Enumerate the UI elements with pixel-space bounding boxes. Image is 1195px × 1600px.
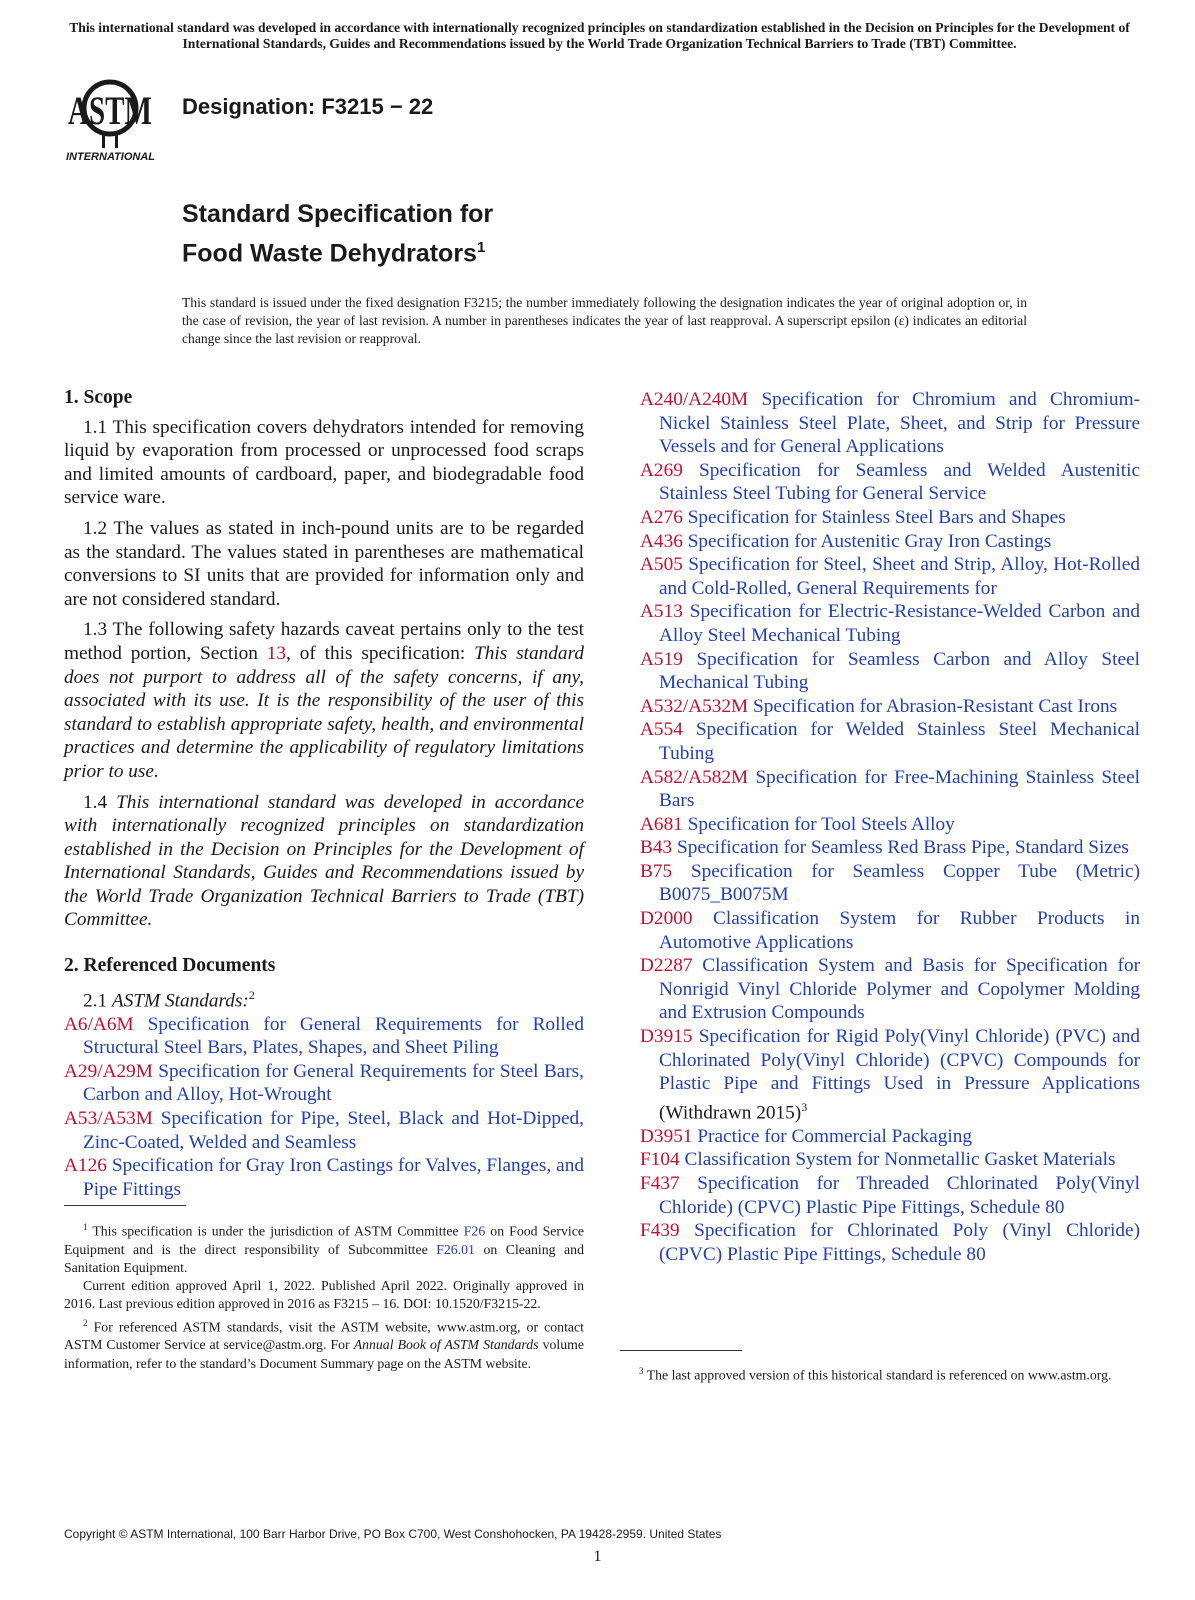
reference-title-link[interactable]: Classification System and Basis for Specification for Nonrigid Vinyl Chloride Polymer and Copolymer Molding and Extrusion Compounds (659, 955, 1141, 1024)
reference-item (640, 1125, 1140, 1149)
reference-code-link[interactable]: A6/A6M (64, 1013, 134, 1035)
subcommittee-f26-01-link[interactable]: F26.01 (436, 1241, 475, 1257)
reference-code-link[interactable]: A126 (64, 1155, 107, 1177)
footnote-1-marker: 1 (83, 1222, 88, 1232)
reference-item (640, 1148, 1140, 1172)
reference-code-link[interactable]: D3915 (640, 1026, 693, 1048)
reference-title-link[interactable]: Specification for Electric-Resistance-Welded Carbon and Alloy Steel Mechanical Tubing (659, 601, 1140, 646)
reference-item (64, 1013, 584, 1060)
astm-logo (64, 68, 176, 168)
reference-item (640, 695, 1140, 719)
paragraph-1-4 (64, 791, 584, 933)
reference-item (640, 459, 1140, 506)
paragraph-1-1: 1.1 This specification covers dehydrators intended for removing liquid by evaporation from processed or unprocessed food scraps and limited amounts of cardboard, paper, and biodegradable food service ware. (64, 416, 584, 509)
paragraph-1-3 (64, 618, 584, 783)
reference-code-link[interactable]: A554 (640, 719, 683, 741)
reference-item (640, 718, 1140, 765)
reference-item (64, 1107, 584, 1154)
reference-code-link[interactable]: D2000 (640, 908, 693, 930)
reference-title-link[interactable]: Specification for Threaded Chlorinated Poly(Vinyl Chloride) (CPVC) Plastic Pipe Fittings, Schedule 80 (659, 1173, 1140, 1218)
reference-item (640, 553, 1140, 600)
reference-code-link[interactable]: A29/A29M (64, 1060, 153, 1082)
copyright-line: Copyright © ASTM International, 100 Barr Harbor Drive, PO Box C700, West Conshohocken, PA 19428-2959. United States (64, 1527, 722, 1541)
reference-item (640, 907, 1140, 954)
issue-note: This standard is issued under the fixed designation F3215; the number immediately following the designation indicates the year of original adoption or, in the case of revision, the year of last revision. A number in parentheses indicates the year of last reapproval. A superscript epsilon (ε) indicates an editorial change since the last revision or reapproval. (182, 295, 1027, 346)
reference-title-link[interactable]: Specification for Gray Iron Castings for Valves, Flanges, and Pipe Fittings (83, 1155, 584, 1200)
reference-item (640, 860, 1140, 907)
reference-title-link[interactable]: Practice for Commercial Packaging (697, 1125, 972, 1147)
footnote-1 (64, 1218, 584, 1277)
reference-item (640, 388, 1140, 459)
footnote-2-text-b: volume information, refer to the standard’s Document Summary page on the ASTM website. (64, 1337, 584, 1371)
reference-title-link[interactable]: Specification for Chlorinated Poly (Vinyl Chloride) (CPVC) Plastic Pipe Fittings, Schedule 80 (659, 1220, 1141, 1265)
reference-item (64, 1154, 584, 1201)
footnotes-left (64, 1218, 584, 1373)
reference-item (640, 813, 1140, 837)
footnote-1-text: This specification is under the jurisdiction of ASTM Committee (87, 1223, 464, 1239)
paragraph-1-3-text: 1.3 The following safety hazards caveat pertains only to the test method portion, Section (64, 619, 584, 664)
reference-item (640, 648, 1140, 695)
footnote-rule-right (620, 1350, 742, 1351)
footnote-3 (620, 1362, 1140, 1385)
footnote-2-marker: 2 (83, 1317, 88, 1328)
reference-code-link[interactable]: F439 (640, 1220, 680, 1242)
footnote-rule-left (64, 1205, 186, 1206)
reference-code-link[interactable]: A519 (640, 648, 683, 670)
safety-caveat: This standard does not purport to address all of the safety concerns, if any, associated with its use. It is the responsibility of the user of this standard to establish appropriate safety, health, and environmental practices and determine the applicability of regulatory limitations prior to use. (64, 642, 584, 782)
reference-item (640, 600, 1140, 647)
reference-item (640, 836, 1140, 860)
footnotes-right (620, 1362, 1140, 1385)
designation: Designation: F3215 − 22 (182, 94, 434, 119)
reference-list-left (64, 1013, 584, 1202)
reference-code-link[interactable]: A513 (640, 601, 683, 623)
reference-item (640, 530, 1140, 554)
document-title (182, 198, 493, 270)
footnote-1-text-c: on Cleaning and Sanitation Equipment. (64, 1241, 584, 1275)
reference-title-link[interactable]: Specification for Steel, Sheet and Strip, Alloy, Hot-Rolled and Cold-Rolled, General Requirements for (659, 554, 1140, 599)
reference-code-link[interactable]: B75 (640, 860, 673, 882)
footnote-marker-2: 2 (248, 987, 255, 1002)
reference-title-link[interactable]: Specification for Seamless Red Brass Pipe, Standard Sizes (676, 837, 1129, 859)
reference-item (64, 1060, 584, 1107)
footnote-3-text: The last approved version of this historical standard is referenced on www.astm.org. (643, 1367, 1112, 1383)
page-number: 1 (593, 1548, 602, 1565)
reference-code-link[interactable]: A532/A532M (640, 695, 749, 717)
right-column (640, 388, 1140, 1266)
reference-code-link[interactable]: A582/A582M (640, 766, 749, 788)
reference-title-link[interactable]: Classification System for Rubber Products in Automotive Applications (659, 908, 1140, 953)
footnote-3-marker: 3 (639, 1366, 644, 1376)
footnote-1-edition: Current edition approved April 1, 2022. Published April 2022. Originally approved in 2016. Last previous edition approved in 2016 as F3215 – 16. DOI: 10.1520/F3215-22. (64, 1278, 584, 1312)
reference-title-link[interactable]: Classification System for Nonmetallic Gasket Materials (684, 1149, 1116, 1171)
reference-list-right (640, 388, 1140, 1266)
reference-title-link[interactable]: Specification for General Requirements for Steel Bars, Carbon and Alloy, Hot-Wrought (83, 1060, 585, 1106)
reference-code-link[interactable]: B43 (640, 837, 673, 859)
reference-item (640, 766, 1140, 813)
reference-title-link[interactable]: Specification for Stainless Steel Bars and Shapes (687, 506, 1066, 528)
withdrawn-note: (Withdrawn 2015) (659, 1102, 802, 1124)
footnote-2-text: For referenced ASTM standards, visit the ASTM website, www.astm.org, or contact ASTM Customer Service at service@astm.org. For (64, 1319, 584, 1353)
reference-item (640, 1025, 1140, 1125)
reference-code-link[interactable]: F437 (640, 1173, 680, 1195)
reference-code-link[interactable]: A269 (640, 459, 683, 481)
reference-title-link[interactable]: Specification for Abrasion-Resistant Cast Irons (753, 695, 1118, 717)
reference-title-link[interactable]: Specification for Rigid Poly(Vinyl Chloride) (PVC) and Chlorinated Poly(Vinyl Chloride) (CPVC) Compounds for Plastic Pipe and Fittings Used in Pressure Applications (659, 1026, 1140, 1095)
annual-book-title: Annual Book of ASTM Standards (353, 1337, 539, 1353)
left-column (64, 386, 584, 1201)
title-line-1: Standard Specification for (182, 200, 494, 228)
reference-title-link[interactable]: Specification for Welded Stainless Steel Mechanical Tubing (659, 719, 1140, 764)
section-13-link[interactable]: 13 (266, 642, 287, 664)
reference-title-link[interactable]: Specification for Austenitic Gray Iron Castings (687, 530, 1052, 552)
reference-title-link[interactable]: Specification for Pipe, Steel, Black and Hot-Dipped, Zinc-Coated, Welded and Seamless (83, 1108, 584, 1153)
reference-title-link[interactable]: Specification for Seamless Copper Tube (Metric) B0075_B0075M (659, 860, 1140, 906)
paragraph-2-1-number: 2.1 (83, 990, 112, 1012)
reference-title-link[interactable]: Specification for Free-Machining Stainless Steel Bars (659, 766, 1140, 812)
paragraph-1-3-mid: , of this specification: (286, 642, 475, 664)
paragraph-1-2: 1.2 The values as stated in inch-pound units are to be regarded as the standard. The values stated in parentheses are mathematical conversions to SI units that are provided for information only and are not considered standard. (64, 517, 584, 610)
wto-statement: This international standard was developed in accordance with internationally recognized principles on standardization established in the Decision on Principles for the Development of International Standards, Guides and Recommendations issued by the World Trade Organization Technical Barriers to Trade (TBT) Committee. (64, 791, 584, 931)
reference-code-link[interactable]: A681 (640, 813, 683, 835)
astm-standards-label: ASTM Standards: (111, 990, 249, 1012)
reference-item (640, 506, 1140, 530)
title-line-2: Food Waste Dehydrators (182, 239, 477, 268)
reference-title-link[interactable]: Specification for Seamless and Welded Austenitic Stainless Steel Tubing for General Service (659, 459, 1140, 505)
reference-title-link[interactable]: Specification for Tool Steels Alloy (687, 813, 955, 835)
reference-title-link[interactable]: Specification for General Requirements for Rolled Structural Steel Bars, Plates, Shapes, and Sheet Piling (83, 1013, 584, 1059)
reference-code-link[interactable]: A276 (640, 506, 683, 528)
logo-mark: ASTM (68, 88, 152, 133)
reference-code-link[interactable]: A240/A240M (640, 389, 749, 410)
reference-code-link[interactable]: A436 (640, 530, 683, 552)
reference-title-link[interactable]: Specification for Chromium and Chromium-Nickel Stainless Steel Plate, Sheet, and Strip for Pressure Vessels and for General Applications (659, 389, 1140, 458)
section-heading-referenced-documents: 2. Referenced Documents (64, 955, 276, 977)
footnote-1-text-b: on Food Service Equipment and is the direct responsibility of Subcommittee (64, 1223, 585, 1257)
reference-code-link[interactable]: D2287 (640, 955, 693, 977)
reference-code-link[interactable]: A505 (640, 554, 683, 576)
reference-item (640, 954, 1140, 1025)
section-heading-scope: 1. Scope (64, 387, 133, 408)
wto-notice: This international standard was developed in accordance with internationally recognized principles on standardization established in the Decision on Principles for the Development of International Standards, Guides and Recommendations issued by the World Trade Organization Technical Barriers to Trade (TBT) Committee. (69, 20, 1130, 51)
reference-code-link[interactable]: A53/A53M (64, 1108, 153, 1130)
reference-title-link[interactable]: Specification for Seamless Carbon and Alloy Steel Mechanical Tubing (659, 648, 1140, 694)
reference-item (640, 1219, 1140, 1266)
footnote-marker-3: 3 (801, 1099, 808, 1114)
committee-f26-link[interactable]: F26 (463, 1223, 486, 1239)
reference-code-link[interactable]: D3951 (640, 1125, 693, 1147)
logo-subtitle: INTERNATIONAL (66, 151, 156, 163)
footnote-2 (64, 1314, 584, 1373)
reference-item (640, 1172, 1140, 1219)
reference-code-link[interactable]: F104 (640, 1149, 680, 1171)
title-footnote-marker: 1 (476, 239, 486, 256)
paragraph-2-1 (64, 984, 584, 1013)
paragraph-1-4-number: 1.4 (83, 791, 117, 813)
